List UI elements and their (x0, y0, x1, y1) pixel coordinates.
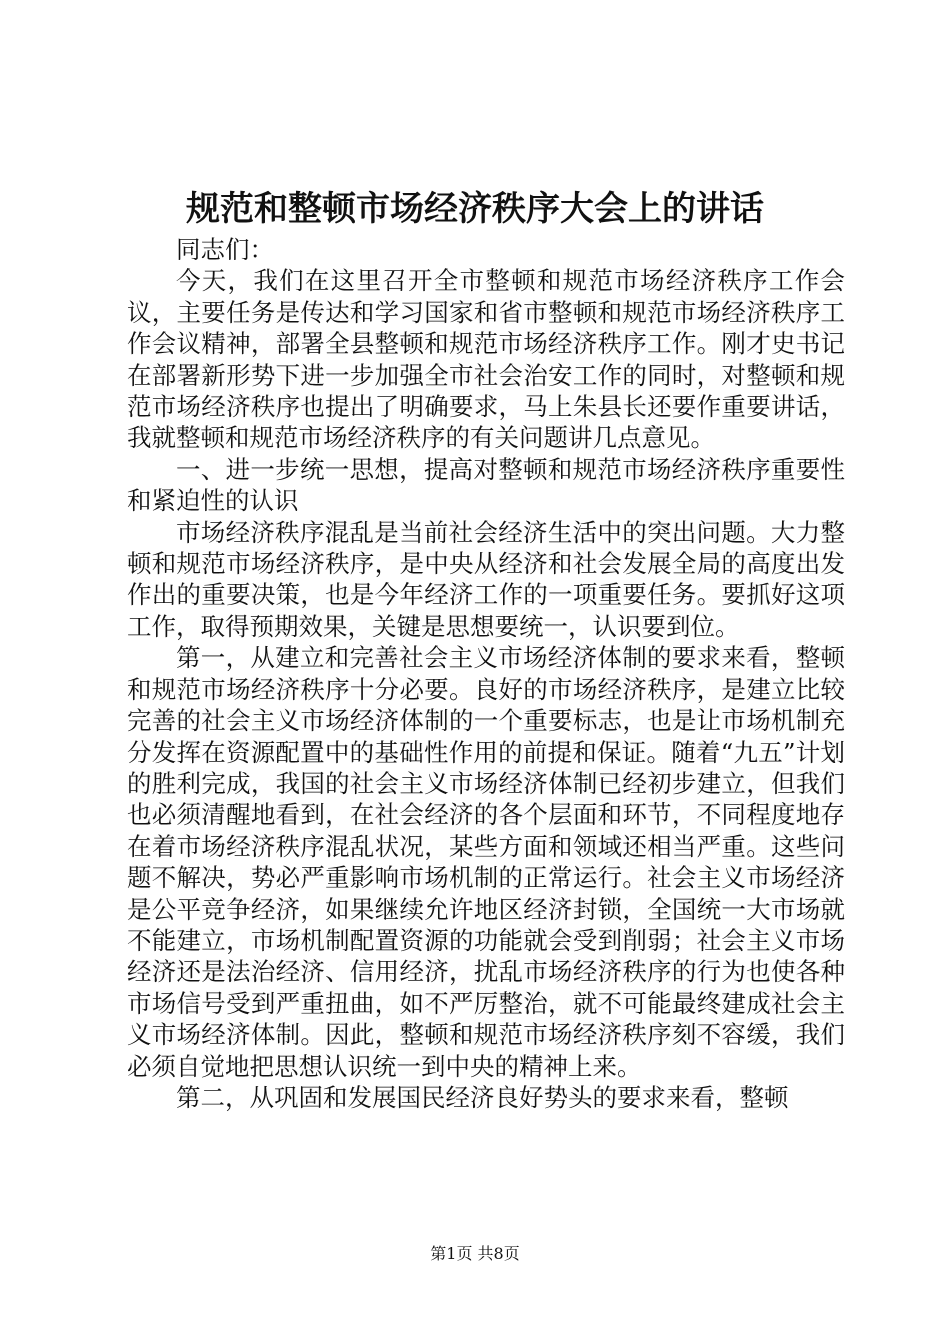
document-title: 规范和整顿市场经济秩序大会上的讲话 (186, 189, 764, 229)
body-paragraph: 第一，从建立和完善社会主义市场经济体制的要求来看，整顿和规范市场经济秩序十分必要。良好的市场经济秩序，是建立比较完善的社会主义市场经济体制的一个重要标志，也是让市场机制充分发挥在资源配置中的基础性作用的前提和保证。随着“九五”计划的胜利完成，我国的社会主义市场经济体制已经初步建立，但我们也必须清醒地看到，在社会经济的各个层面和环节，不同程度地存在着市场经济秩序混乱状况，某些方面和领域还相当严重。这些问题不解决，势必严重影响市场机制的正常运行。社会主义市场经济是公平竞争经济，如果继续允许地区经济封锁，全国统一大市场就不能建立，市场机制配置资源的功能就会受到削弱；社会主义市场经济还是法治经济、信用经济，扰乱市场经济秩序的行为也使各种市场信号受到严重扭曲，如不严厉整治，就不可能最终建成社会主义市场经济体制。因此，整顿和规范市场经济秩序刻不容缓，我们必须自觉地把思想认识统一到中央的精神上来。 (127, 643, 845, 1081)
section-heading-1: 一、进一步统一思想，提高对整顿和规范市场经济秩序重要性和紧迫性的认识 (127, 454, 845, 516)
body-paragraph: 市场经济秩序混乱是当前社会经济生活中的突出问题。大力整顿和规范市场经济秩序，是中央从经济和社会发展全局的高度出发作出的重要决策，也是今年经济工作的一项重要任务。要抓好这项工作，取得预期效果，关键是思想要统一，认识要到位。 (127, 517, 845, 641)
intro-paragraph: 今天，我们在这里召开全市整顿和规范市场经济秩序工作会议，主要任务是传达和学习国家和省市整顿和规范市场经济秩序工作会议精神，部署全县整顿和规范市场经济秩序工作。刚才史书记在部署新形势下进一步加强全市社会治安工作的同时，对整顿和规范市场经济秩序也提出了明确要求，马上朱县长还要作重要讲话，我就整顿和规范市场经济秩序的有关问题讲几点意见。 (127, 266, 845, 453)
document-body (127, 234, 845, 1113)
body-paragraph: 第二，从巩固和发展国民经济良好势头的要求来看，整顿 (176, 1082, 789, 1112)
salutation-paragraph: 同志们： (176, 235, 274, 264)
page-number-footer: 第1页 共8页 (430, 1244, 520, 1263)
